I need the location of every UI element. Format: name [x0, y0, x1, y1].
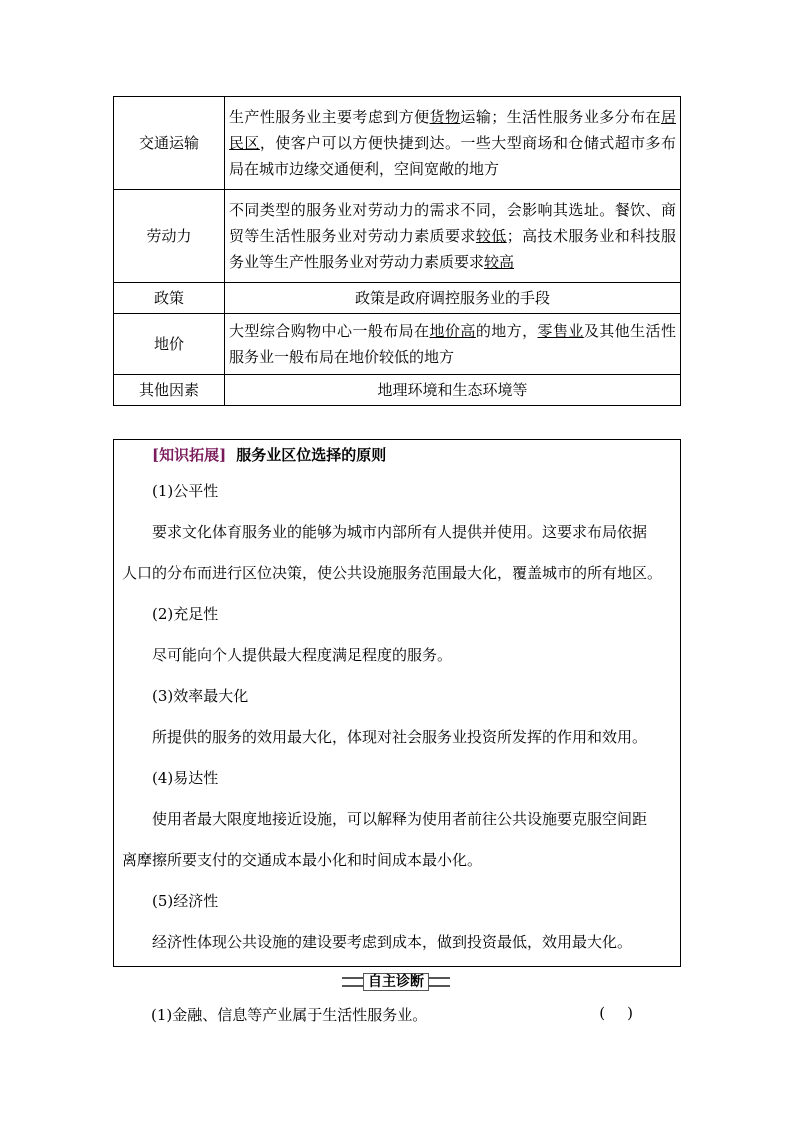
underlined-term: 地价高: [429, 322, 476, 340]
underlined-term: 较低: [475, 227, 507, 245]
factor-description: 不同类型的服务业对劳动力的需求不同，会影响其选址。餐饮、商贸等生活性服务业对劳动力素质要求较低；高技术服务业和科技服务业等生产性服务业对劳动力素质要求较高: [225, 190, 681, 283]
location-factors-table: [113, 96, 681, 406]
principle-heading: (3)效率最大化: [152, 687, 249, 705]
table-row: [114, 283, 681, 314]
banner-decoration: [342, 977, 363, 987]
factor-name: 劳动力: [114, 190, 225, 283]
underlined-term: 零售业: [537, 322, 584, 340]
question-text: (1)金融、信息等产业属于生活性服务业。: [151, 1006, 428, 1024]
answer-blank[interactable]: (): [599, 1004, 655, 1022]
banner-label: 自主诊断: [363, 973, 429, 991]
factor-name: 交通运输: [114, 97, 225, 190]
paragraph-line: 使用者最大限度地接近设施，可以解释为使用者前往公共设施要克服空间距: [152, 810, 648, 828]
paragraph-line: 经济性体现公共设施的建设要考虑到成本，做到投资最低，效用最大化。: [152, 933, 633, 951]
table-row: [114, 375, 681, 406]
underlined-term: 货物: [429, 108, 461, 126]
factor-description: 生产性服务业主要考虑到方便货物运输；生活性服务业多分布在居民区，使客户可以方便快捷到达。一些大型商场和仓储式超市多布局在城市边缘交通便利，空间宽敞的地方: [225, 97, 681, 190]
factor-description: 政策是政府调控服务业的手段: [225, 283, 681, 314]
paragraph-line: 所提供的服务的效用最大化，体现对社会服务业投资所发挥的作用和效用。: [152, 728, 648, 746]
factor-name: 地价: [114, 314, 225, 375]
knowledge-title: 服务业区位选择的原则: [236, 446, 387, 464]
factor-description: 大型综合购物中心一般布局在地价高的地方，零售业及其他生活性服务业一般布局在地价较低的地方: [225, 314, 681, 375]
principle-heading: (4)易达性: [152, 769, 219, 787]
diagnosis-question: [151, 1004, 661, 1025]
self-diagnosis-banner: [342, 973, 450, 991]
table-row: [114, 97, 681, 190]
principle-heading: (2)充足性: [152, 605, 219, 623]
factor-name: 政策: [114, 283, 225, 314]
table-row: [114, 314, 681, 375]
paragraph-line: 尽可能向个人提供最大程度满足程度的服务。: [152, 646, 453, 664]
paragraph-line: 人口的分布而进行区位决策，使公共设施服务范围最大化，覆盖城市的所有地区。: [122, 564, 663, 582]
principle-heading: (5)经济性: [152, 892, 219, 910]
banner-decoration: [429, 977, 450, 987]
factor-name: 其他因素: [114, 375, 225, 406]
knowledge-header: [114, 444, 680, 465]
paragraph-line: 要求文化体育服务业的能够为城市内部所有人提供并使用。这要求布局依据: [152, 523, 648, 541]
table-row: [114, 190, 681, 283]
knowledge-tag: [知识拓展]: [152, 446, 227, 464]
principle-heading: (1)公平性: [152, 482, 219, 500]
paragraph-line: 离摩擦所要支付的交通成本最小化和时间成本最小化。: [122, 851, 483, 869]
underlined-term: 居民区: [229, 108, 676, 152]
underlined-term: 较高: [484, 253, 515, 271]
factor-description: 地理环境和生态环境等: [225, 375, 681, 406]
knowledge-extension-box: [113, 439, 681, 967]
